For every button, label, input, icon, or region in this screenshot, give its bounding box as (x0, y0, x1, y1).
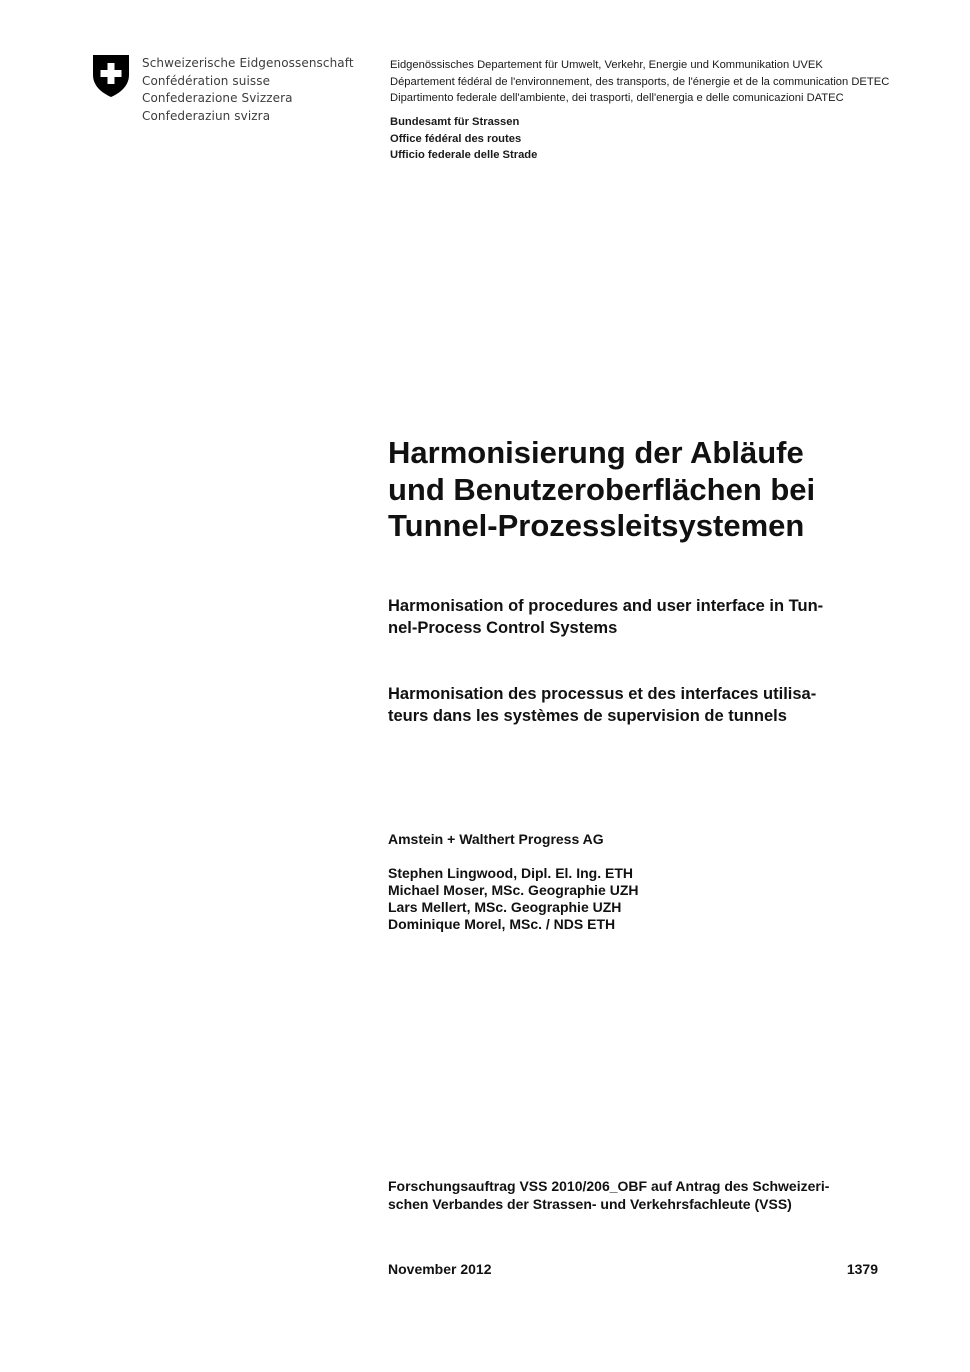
report-title-line: Tunnel-Prozessleitsystemen (388, 508, 805, 543)
office-block (390, 114, 537, 164)
author-name: Michael Moser, MSc. Geographie UZH (388, 882, 639, 898)
office-line-it: Ufficio federale delle Strade (390, 149, 538, 161)
research-order (388, 1178, 829, 1213)
report-title-line: und Benutzeroberflächen bei (388, 471, 816, 507)
department-line-it: Dipartimento federale dell'ambiente, dei trasporti, dell'energia e delle comunicazioni DATEC (390, 92, 844, 104)
department-line-fr: Département fédéral de l'environnement, des transports, de l'énergie et de la communication DETEC (390, 75, 890, 88)
company-name: Amstein + Walthert Progress AG (388, 831, 604, 847)
author-name: Lars Mellert, MSc. Geographie UZH (388, 899, 622, 915)
swiss-shield-svg (92, 54, 130, 98)
subtitle-english (388, 596, 908, 639)
confederation-names (142, 55, 354, 125)
subtitle-english-line: Harmonisation of procedures and user interface in Tun- (388, 597, 824, 615)
department-block (390, 57, 889, 107)
department-line-de: Eidgenössisches Departement für Umwelt, Verkehr, Energie und Kommunikation UVEK (390, 59, 823, 71)
confederation-name-fr: Confédération suisse (142, 73, 271, 88)
subtitle-french (388, 684, 908, 727)
confederation-name-de: Schweizerische Eidgenossenschaft (142, 56, 354, 70)
research-order-line: Forschungsauftrag VSS 2010/206_OBF auf Antrag des Schweizeri- (388, 1178, 830, 1194)
confederation-name-rm: Confederaziun svizra (142, 108, 271, 123)
office-line-fr: Office fédéral des routes (390, 132, 522, 145)
research-order-line: schen Verbandes der Strassen- und Verkehrsfachleute (VSS) (388, 1195, 792, 1212)
author-name: Stephen Lingwood, Dipl. El. Ing. ETH (388, 865, 633, 881)
subtitle-french-line: Harmonisation des processus et des interfaces utilisa- (388, 685, 817, 703)
confederation-name-it: Confederazione Svizzera (142, 91, 293, 105)
publication-date: November 2012 (388, 1261, 492, 1277)
report-number: 1379 (846, 1261, 878, 1277)
subtitle-french-line: teurs dans les systèmes de supervision de tunnels (388, 706, 787, 725)
office-line-de: Bundesamt für Strassen (390, 116, 520, 128)
swiss-coat-of-arms-icon (92, 54, 130, 98)
report-title (388, 435, 928, 545)
author-name: Dominique Morel, MSc. / NDS ETH (388, 916, 616, 932)
report-title-line: Harmonisierung der Abläufe (388, 435, 804, 470)
subtitle-english-line: nel-Process Control Systems (388, 618, 618, 637)
author-list (388, 865, 639, 933)
